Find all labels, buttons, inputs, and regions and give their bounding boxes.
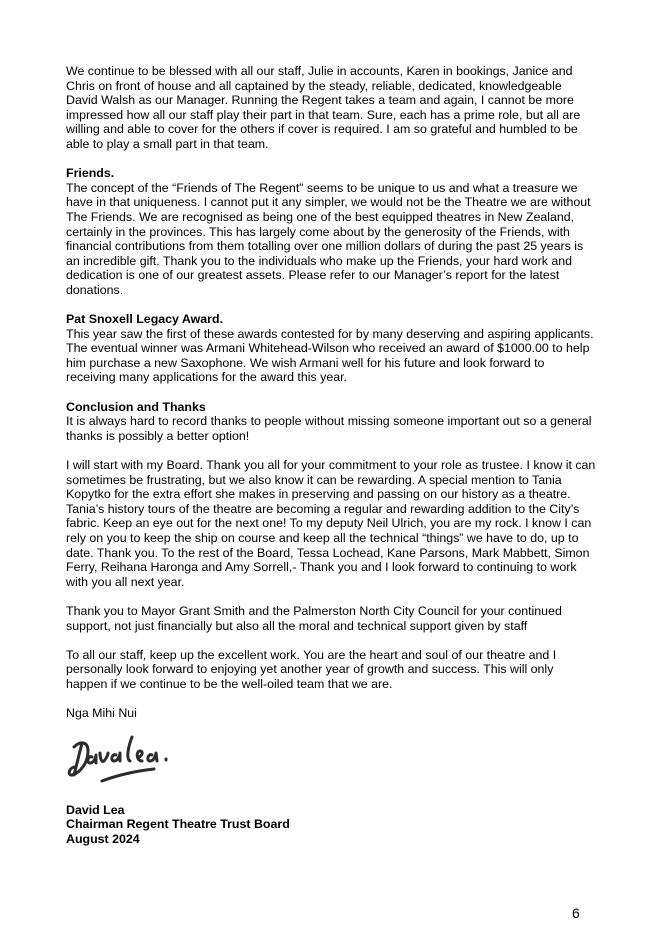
- conclusion-paragraph-staff: To all our staff, keep up the excellent work. You are the heart and soul of our theatre and I personally look forward to enjoying yet another year of growth and success. This will only happen if we continue to be the well-oiled team that we are.: [66, 647, 557, 691]
- signature: [66, 729, 596, 789]
- section-heading-friends: Friends.: [66, 166, 115, 181]
- signoff-date: August 2024: [66, 831, 140, 846]
- conclusion-paragraph-council: Thank you to Mayor Grant Smith and the Palmerston North City Council for your continued support, not just financially but also all the moral and technical support given by staff: [66, 603, 562, 633]
- paragraph-gap: [66, 152, 596, 167]
- paragraph-gap: [66, 633, 596, 648]
- signature-image: [66, 729, 186, 789]
- paragraph-gap: [66, 385, 596, 400]
- document-body: [66, 64, 596, 847]
- paragraph-gap: [66, 298, 596, 313]
- closing-greeting: Nga Mihi Nui: [66, 706, 137, 721]
- section-heading-conclusion: Conclusion and Thanks: [66, 399, 206, 414]
- paragraph-gap: [66, 692, 596, 707]
- signoff-block: [66, 803, 596, 847]
- signoff-name: David Lea: [66, 802, 125, 817]
- conclusion-paragraph-board: I will start with my Board. Thank you all for your commitment to your role as trustee. I know it can sometimes be frustrating, but we also know it can be rewarding. A special mention to Tania Kopytko for the extra effort she makes in preserving and passing on our history as a theatre. Tania’s history tours of the theatre are becoming a regular and rewarding addition to the City’s fabric. Keep an eye out for the next one! To my deputy Neil Ulrich, you are my rock. I know I can rely on you to keep the ship on course and keep all the technical “things” we have to do, up to date. Thank you. To the rest of the Board, Tessa Lochead, Kane Parsons, Mark Mabbett, Simon Ferry, Reihana Haronga and Amy Sorrell,- Thank you and I look forward to continuing to work with you all next year.: [66, 458, 596, 589]
- paragraph-gap: [66, 589, 596, 604]
- friends-paragraph: The concept of the “Friends of The Regent” seems to be unique to us and what a treasure we have in that uniqueness. I cannot put it any simpler, we would not be the Theatre we are without The Friends. We are recognised as being one of the best equipped theatres in New Zealand, certainly in the provinces. This has largely come about by the generosity of the Friends, with financial contributions from them totalling over one million dollars of during the past 25 years is an incredible gift. Thank you to the individuals who make up the Friends, your hard work and dedication is one of our greatest assets. Please refer to our Manager’s report for the latest donations.: [66, 180, 591, 297]
- legacy-award-paragraph: This year saw the first of these awards contested for by many deserving and aspiring applicants. The eventual winner was Armani Whitehead-Wilson who received an award of $1000.00 to help him purchase a new Saxophone. We wish Armani well for his future and look forward to receiving many applications for the award this year.: [66, 326, 594, 385]
- section-heading-legacy-award: Pat Snoxell Legacy Award.: [66, 312, 224, 327]
- signoff-title: Chairman Regent Theatre Trust Board: [66, 817, 290, 832]
- paragraph-gap: [66, 443, 596, 458]
- page-number: 6: [572, 905, 580, 921]
- staff-paragraph: We continue to be blessed with all our staff, Julie in accounts, Karen in bookings, Janice and Chris on front of house and all captained by the steady, reliable, dedicated, knowledgeable David Walsh as our Manager. Running the Regent takes a team and again, I cannot be more impressed how all our staff play their part in that team. Sure, each has a prime role, but all are willing and able to cover for the others if cover is required. I am so grateful and humbled to be able to play a small part in that team.: [66, 64, 581, 151]
- conclusion-paragraph-intro: It is always hard to record thanks to people without missing someone important out so a general thanks is possibly a better option!: [66, 414, 592, 443]
